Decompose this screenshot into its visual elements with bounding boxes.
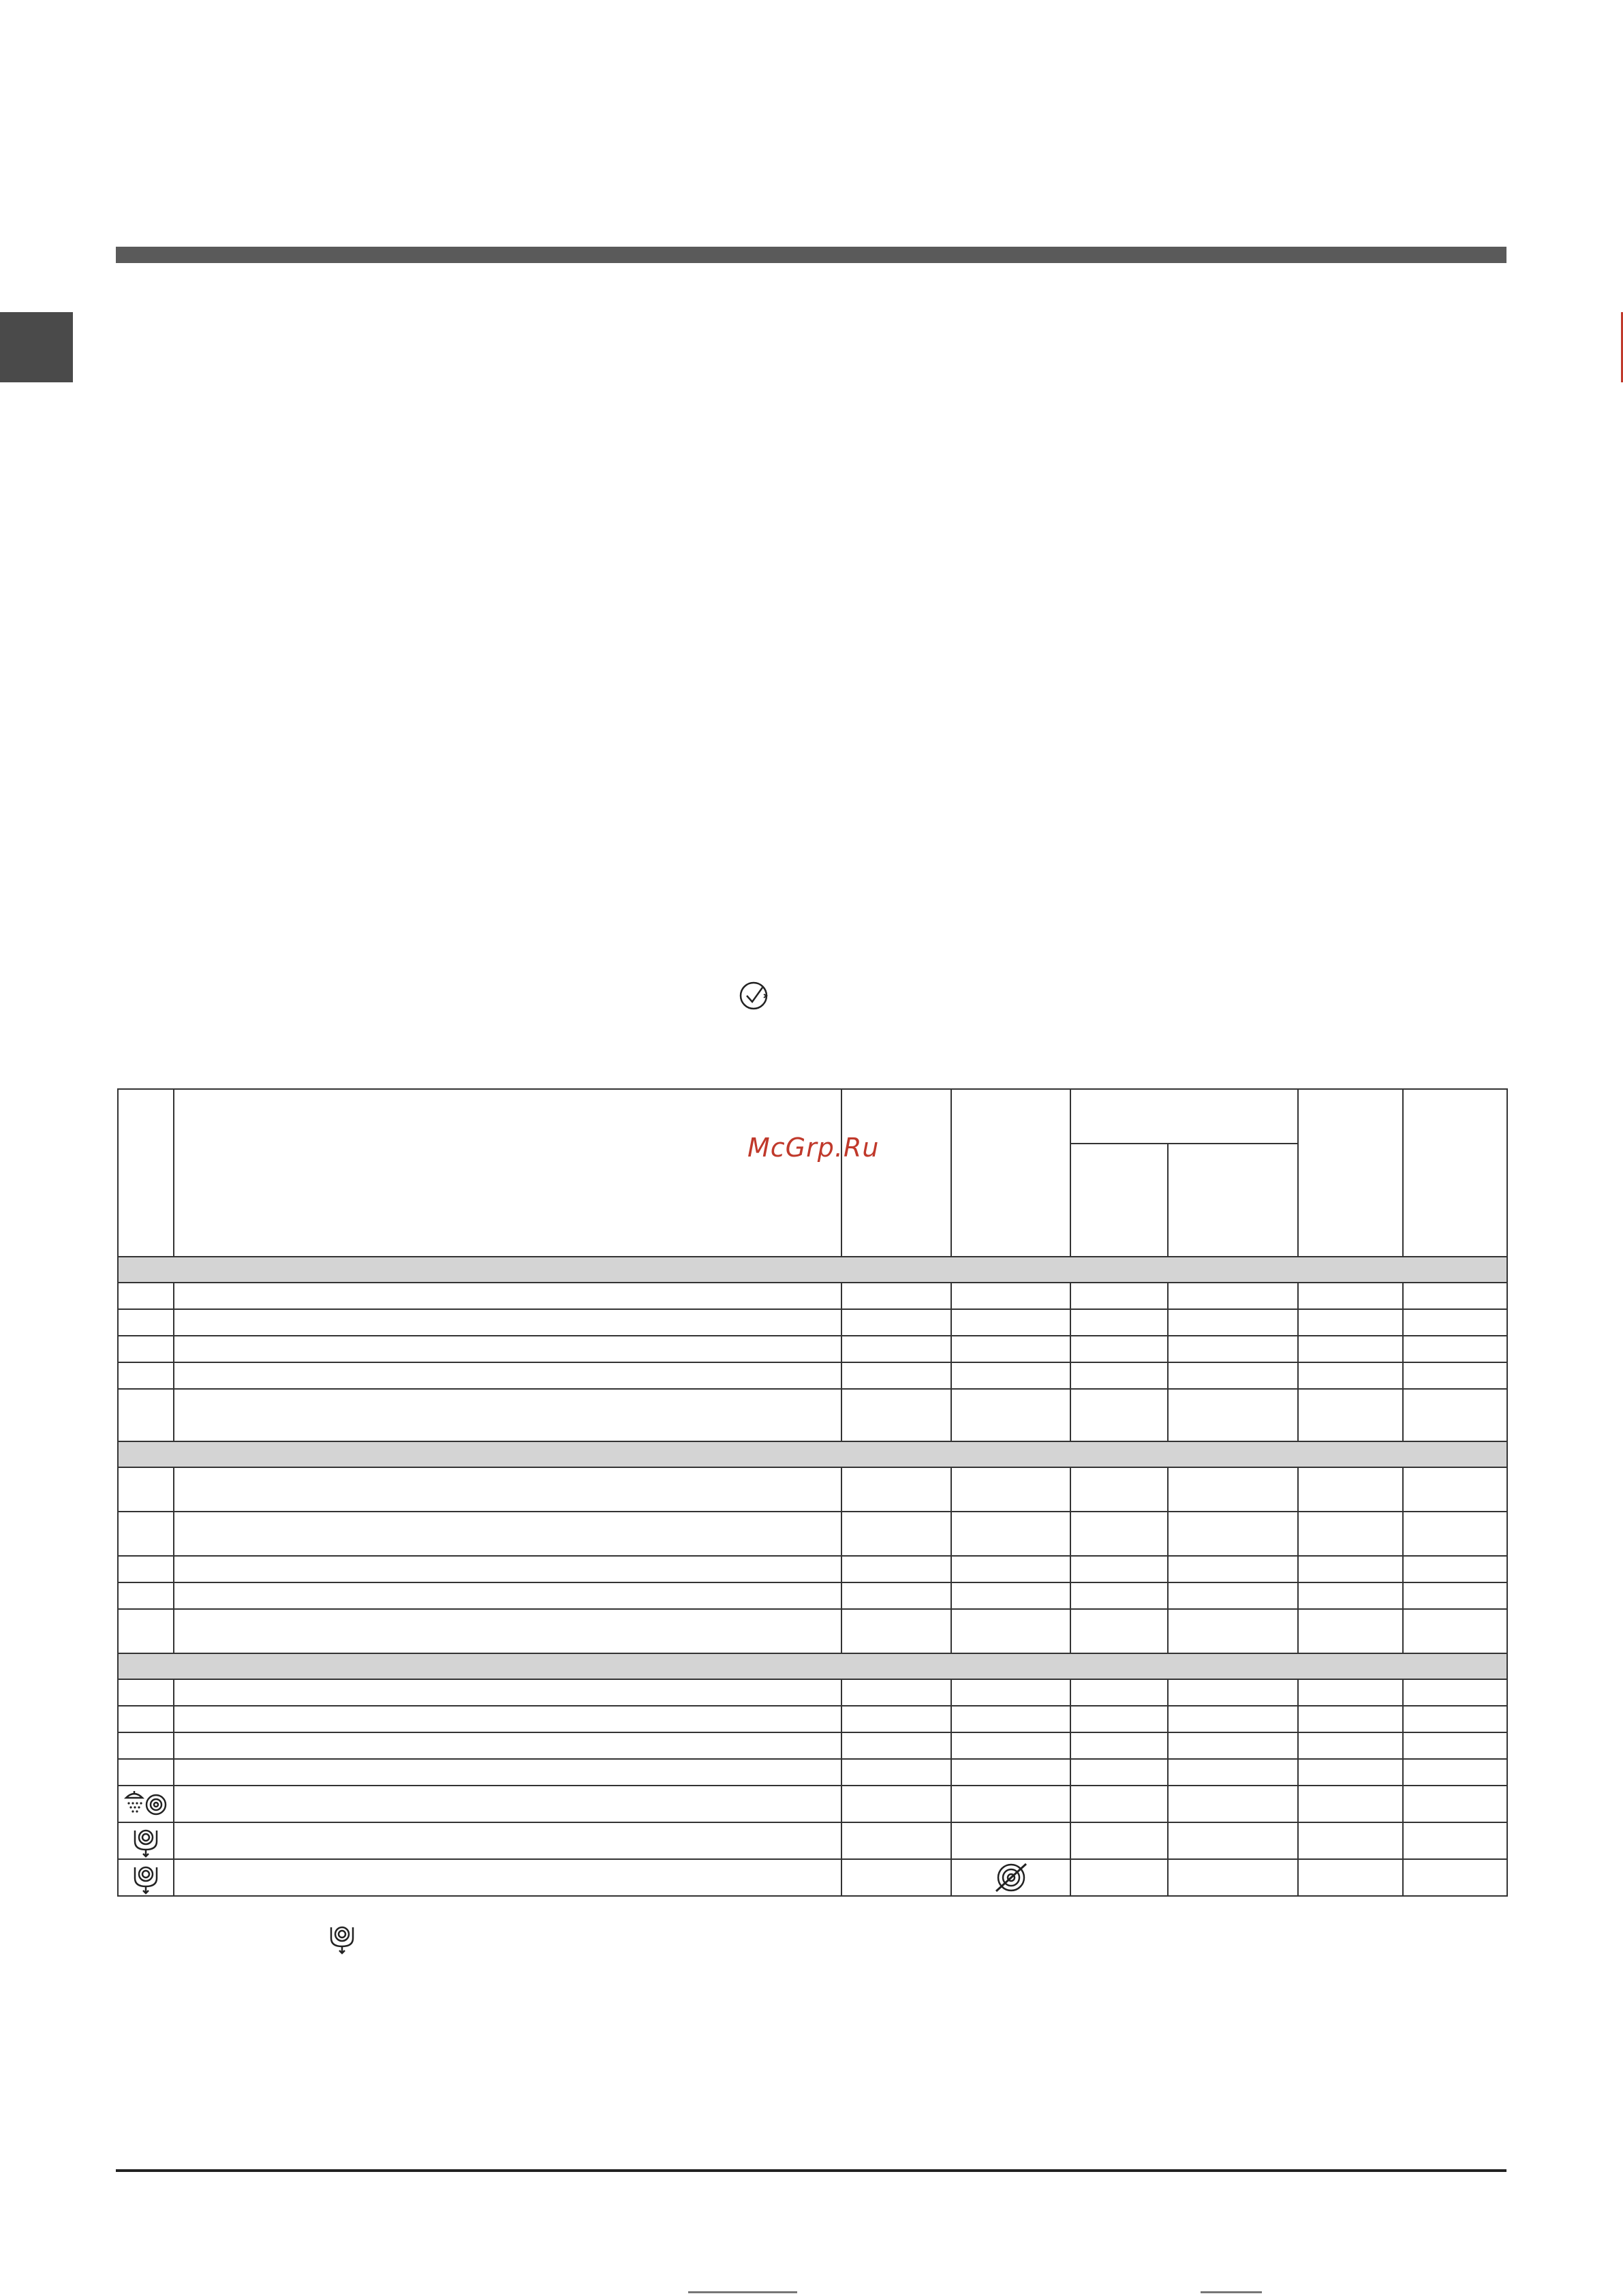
section-header-row — [118, 1441, 1507, 1467]
no-spin-cell — [951, 1859, 1070, 1896]
language-tab — [0, 312, 73, 382]
section-cell — [118, 1257, 1507, 1283]
header-group-cell — [1070, 1089, 1298, 1144]
header-cell — [951, 1089, 1070, 1257]
rinse-spin-icon — [122, 1788, 170, 1820]
print-mark — [688, 2291, 797, 2293]
row-icon-cell — [118, 1859, 174, 1896]
spin-drain-icon — [327, 1920, 357, 1955]
header-cell — [174, 1089, 841, 1257]
table-row — [118, 1283, 1507, 1309]
header-subcell — [1070, 1144, 1168, 1257]
table-row — [118, 1822, 1507, 1859]
header-cell — [1403, 1089, 1507, 1257]
table-row — [118, 1759, 1507, 1786]
table-row — [118, 1609, 1507, 1653]
print-mark — [1201, 2291, 1262, 2293]
header-cell — [841, 1089, 951, 1257]
section-header-row — [118, 1653, 1507, 1679]
table-row — [118, 1556, 1507, 1582]
table-row — [118, 1362, 1507, 1389]
table-row — [118, 1706, 1507, 1732]
table-row — [118, 1389, 1507, 1441]
table-row — [118, 1336, 1507, 1362]
section-cell — [118, 1441, 1507, 1467]
watermark: McGrp.Ru — [747, 1133, 880, 1163]
footer-rule — [116, 2169, 1506, 2172]
spin-drain-icon — [131, 1824, 161, 1858]
table-row — [118, 1679, 1507, 1706]
section-cell — [118, 1653, 1507, 1679]
table-row — [118, 1786, 1507, 1822]
table-row — [118, 1582, 1507, 1609]
row-icon-cell — [118, 1822, 174, 1859]
header-subcell — [1168, 1144, 1298, 1257]
spin-drain-icon — [131, 1861, 161, 1895]
programme-table — [117, 1088, 1508, 1897]
table-row — [118, 1859, 1507, 1896]
header-rule — [116, 247, 1506, 263]
header-cell — [1298, 1089, 1403, 1257]
row-icon-cell — [118, 1786, 174, 1822]
check-cycle-icon — [738, 979, 771, 1012]
header-cell — [118, 1089, 174, 1257]
table-row — [118, 1732, 1507, 1759]
table-row — [118, 1309, 1507, 1336]
table-header-row — [118, 1089, 1507, 1144]
section-header-row — [118, 1257, 1507, 1283]
table-row — [118, 1467, 1507, 1512]
table-row — [118, 1512, 1507, 1556]
no-spin-icon — [992, 1861, 1030, 1894]
